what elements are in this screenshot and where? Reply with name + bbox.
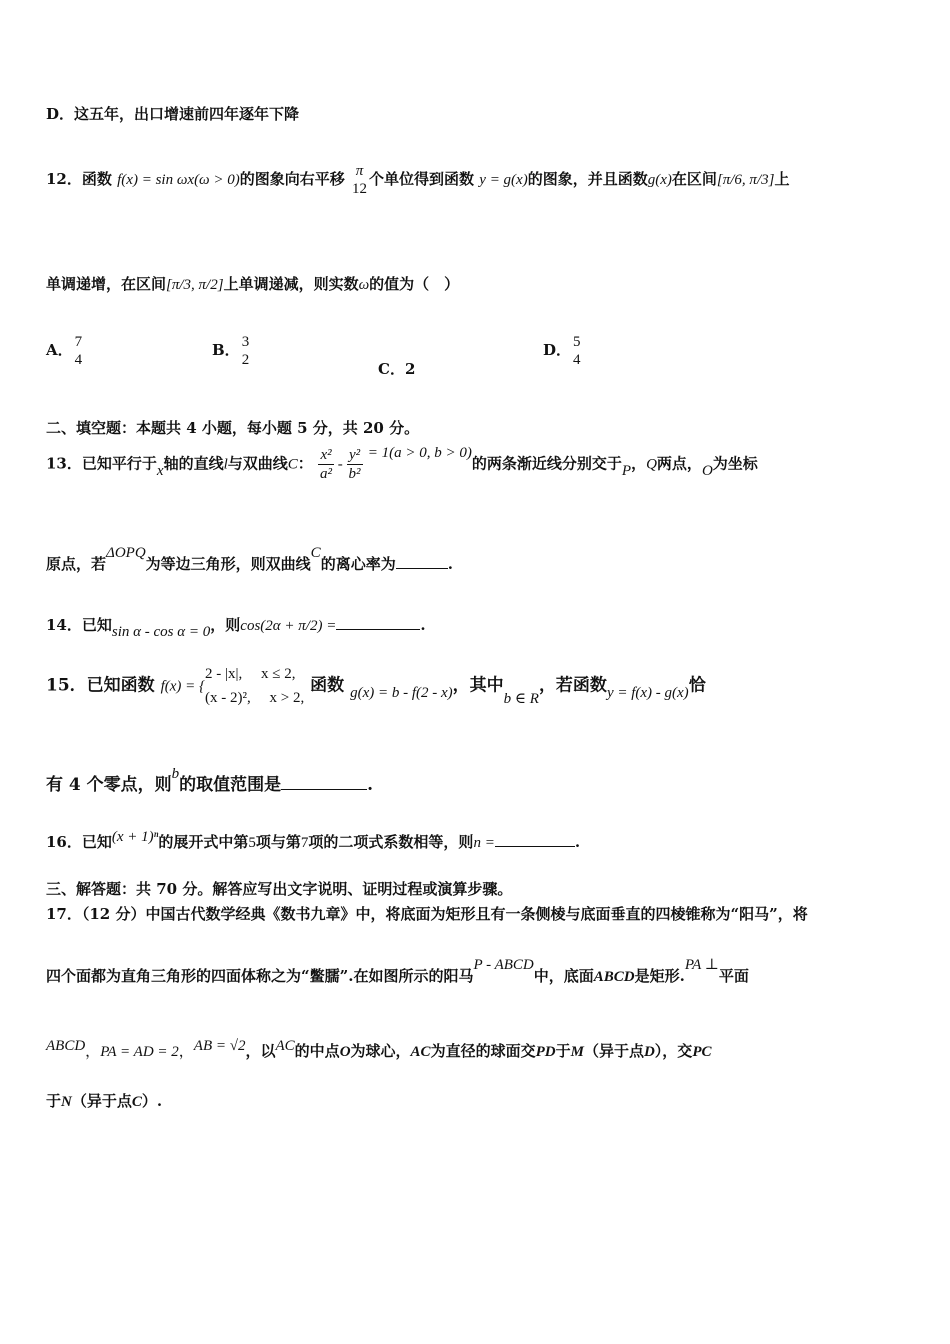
q17-text: 为球心， [350,1042,411,1060]
q14-text: ，则 [210,616,241,634]
q12-text: 的图象，并且函数 [527,170,648,188]
q13-text: 为坐标 [712,454,758,473]
q15-line1 [46,662,706,710]
q14-expression: cos(2α + π/2) = [240,618,337,634]
q17-equation-2: AB = √2 [193,1038,246,1054]
q13-text: ， [631,454,647,473]
section-2-heading: 二、填空题：本题共 4 小题，每小题 5 分，共 20 分。 [46,419,420,437]
q17-plane: ABCD [46,1038,86,1054]
q17-text: 中，底面 [533,967,594,985]
q13-text: 的离心率为 [320,555,396,573]
q15-answer-blank[interactable] [281,775,367,790]
q15-text: 的取值范围是 [179,775,282,795]
q15-number: 15． [46,675,87,696]
q17-text: （异于点 [583,1042,644,1060]
q12-g-name: g(x) [647,172,672,188]
q14-text: . [420,616,426,634]
q13-line2 [46,545,453,574]
q13-text: . [447,555,453,573]
q17-pa-perp: PA ⊥ [684,957,719,973]
q17-text: ）. [141,1092,163,1110]
q12-text: 函数 [81,170,112,188]
q13-text: 轴的直线 [163,454,224,473]
q12-line2 [46,273,459,294]
q14-text: 已知 [81,616,112,634]
fraction-numerator: y² [347,446,363,465]
fraction-numerator: π [355,163,364,179]
fraction-numerator: 3 [241,334,250,350]
option-fraction [571,333,583,369]
q11-option-d: D．这五年，出口增速前四年逐年下降 [46,105,300,123]
q14-answer-blank[interactable] [336,615,420,630]
q15-text: ，其中 [452,675,504,696]
q13-number: 13． [46,454,82,473]
q17-text: 为直径的球面交 [430,1042,536,1060]
q17-text: 的中点 [294,1042,340,1060]
q13-text: 为等边三角形，则双曲线 [145,555,311,573]
q17-line1: 17．（12 分）中国古代数学经典《数书九章》中，将底面为矩形且有一条侧棱与底面垂直的四棱锥称为“阳马”，将 [46,905,808,923]
q15-text: 恰 [688,675,706,696]
q16-text: . [574,833,581,851]
q15-text: ，若函数 [538,675,607,696]
q16-term-5: 5 [248,835,256,851]
q17-pd: PD [535,1044,556,1060]
q12-shift-fraction [350,162,369,198]
q17-o: O [339,1044,351,1060]
q17-pc: PC [692,1044,712,1060]
option-fraction [240,333,252,369]
q13-line-l: l [223,456,228,473]
option-label: D． [543,341,572,359]
q12-f-def: f(x) = sin ωx(ω > 0) [117,172,240,188]
q12-line1 [46,162,789,198]
q15-b: b [171,766,180,782]
q13-text: 的两条渐近线分别交于 [471,454,622,473]
q13-text: ： [297,454,313,473]
q17-text: 于 [46,1092,62,1110]
q13-text: 原点，若 [46,555,107,573]
q13-point-q: Q [646,456,657,473]
q13-text: 已知平行于 [81,454,157,473]
q14-number: 14． [46,616,82,634]
q12-text: 单调递增，在区间 [46,275,167,293]
q17-c: C [131,1094,142,1110]
fraction-denominator: 2 [241,352,250,368]
q16-answer-blank[interactable] [495,832,575,847]
q16-text: 的展开式中第 [158,833,249,851]
q13-frac-y [347,446,363,483]
q17-d: D [643,1044,655,1060]
q17-text: 是矩形. [634,967,685,985]
section-3-heading: 三、解答题：共 70 分。解答应写出文字说明、证明过程或演算步骤。 [46,880,513,898]
q16-number: 16． [46,833,82,851]
q12-option-a[interactable] [46,333,84,369]
q15-text: 已知函数 [86,675,155,696]
q16-text: 已知 [81,833,112,851]
fraction-denominator: 4 [573,352,581,368]
option-label: B． [212,341,240,359]
q17-text: 平面 [718,967,749,985]
q16-text: 项与第 [255,833,301,851]
q15-line2 [46,766,374,795]
q17-text: （异于点 [71,1092,132,1110]
q16-term-7: 7 [300,835,309,851]
q13-answer-blank[interactable] [396,554,448,569]
q15-f-label: f(x) = { [160,678,206,695]
q17-ac: AC [410,1044,431,1060]
q12-interval-1: [π/6, π/3] [716,172,775,188]
option-label: A． [46,341,73,359]
q13-frac-x [318,446,334,483]
q15-b-in-r: b ∈ R [503,690,539,707]
fraction-denominator: 12 [352,181,368,197]
fraction-numerator: 5 [573,334,581,350]
q12-text: 个单位得到函数 [369,170,475,188]
q15-piecewise [205,662,304,710]
q17-text: ），交 [654,1042,693,1060]
q17-n: N [61,1094,72,1110]
q13-line1: 13．已知平行于x轴的直线l与双曲线C： $\frac{\text{x²}}{\text{a²}}$ - $\frac{\text{y²}}{\text{b²}}$ = 1(a > 0, b > 0)的两条渐近线分别交于P，Q两点，O为坐标 [46,444,758,482]
q12-option-b[interactable] [212,333,251,369]
q16-line [46,831,580,852]
q13-text: 与双曲线 [227,454,288,473]
q15-y-def: y = f(x) - g(x) [606,684,689,701]
q12-text: 在区间 [671,170,717,188]
q15-text: 函数 [310,675,345,696]
q15-text: 有 4 个零点，则 [46,775,172,795]
fraction-denominator: a² [320,466,333,482]
q17-equation-1: PA = AD = 2 [100,1044,179,1060]
q12-option-c[interactable] [378,358,415,379]
q12-option-d[interactable] [543,333,583,369]
fraction-denominator: b² [348,466,361,482]
q12-g-def: y = g(x) [479,172,528,188]
fraction-numerator: x² [318,446,334,465]
q15-case-1: 2 - |x|, x ≤ 2, [205,666,296,682]
q12-interval-2: [π/3, π/2] [166,277,224,293]
q17-m: M [570,1044,584,1060]
q17-line3: ABCD，PA = AD = 2，AB = √2，以AC的中点O为球心，AC为直径的球面交PD于M（异于点D），交PC [46,1038,712,1060]
q13-hyperbola-c: C [287,456,298,473]
option-fraction [73,333,85,369]
q12-text: 上单调递减，则实数 [223,275,359,293]
q13-text: 两点， [656,454,702,473]
q17-line2 [46,957,749,986]
q17-ac: AC [275,1038,295,1054]
q12-text: 上 [774,170,790,188]
q17-base: ABCD [593,969,635,985]
q15-case-2: (x - 2)², x > 2, [205,690,305,706]
q13-equation-rest: = 1(a > 0, b > 0) [367,444,472,461]
q16-binomial: (x + 1)ⁿ [111,829,159,845]
q16-n: n = [473,835,495,851]
q14-condition: sin α - cos α = 0 [111,624,211,640]
q15-text: . [367,775,374,795]
q14-line [46,614,426,640]
q13-point-p: P [621,462,632,479]
q12-text: 的值为（ ） [369,275,460,293]
q12-omega: ω [358,277,370,293]
q13-x: x [156,462,164,479]
q17-pyramid: P - ABCD [473,957,534,973]
q17-text: 于 [555,1042,571,1060]
q16-text: 项的二项式系数相等，则 [308,833,474,851]
q13-point-o: O [701,462,713,479]
option-value: 2 [404,360,416,378]
option-label: C． [378,360,405,378]
q17-text: 四个面都为直角三角形的四面体称之为“鳖臑”.在如图所示的阳马 [46,967,474,985]
q13-triangle: ΔOPQ [106,545,146,561]
q17-line4 [46,1090,162,1111]
fraction-numerator: 7 [74,334,83,350]
q12-number: 12． [46,170,82,188]
q15-g-def: g(x) = b - f(2 - x) [350,684,453,701]
q12-text: 的图象向右平移 [239,170,345,188]
fraction-denominator: 4 [74,352,83,368]
q13-hyperbola-c: C [310,545,321,561]
q17-text: ，以 [245,1042,276,1060]
